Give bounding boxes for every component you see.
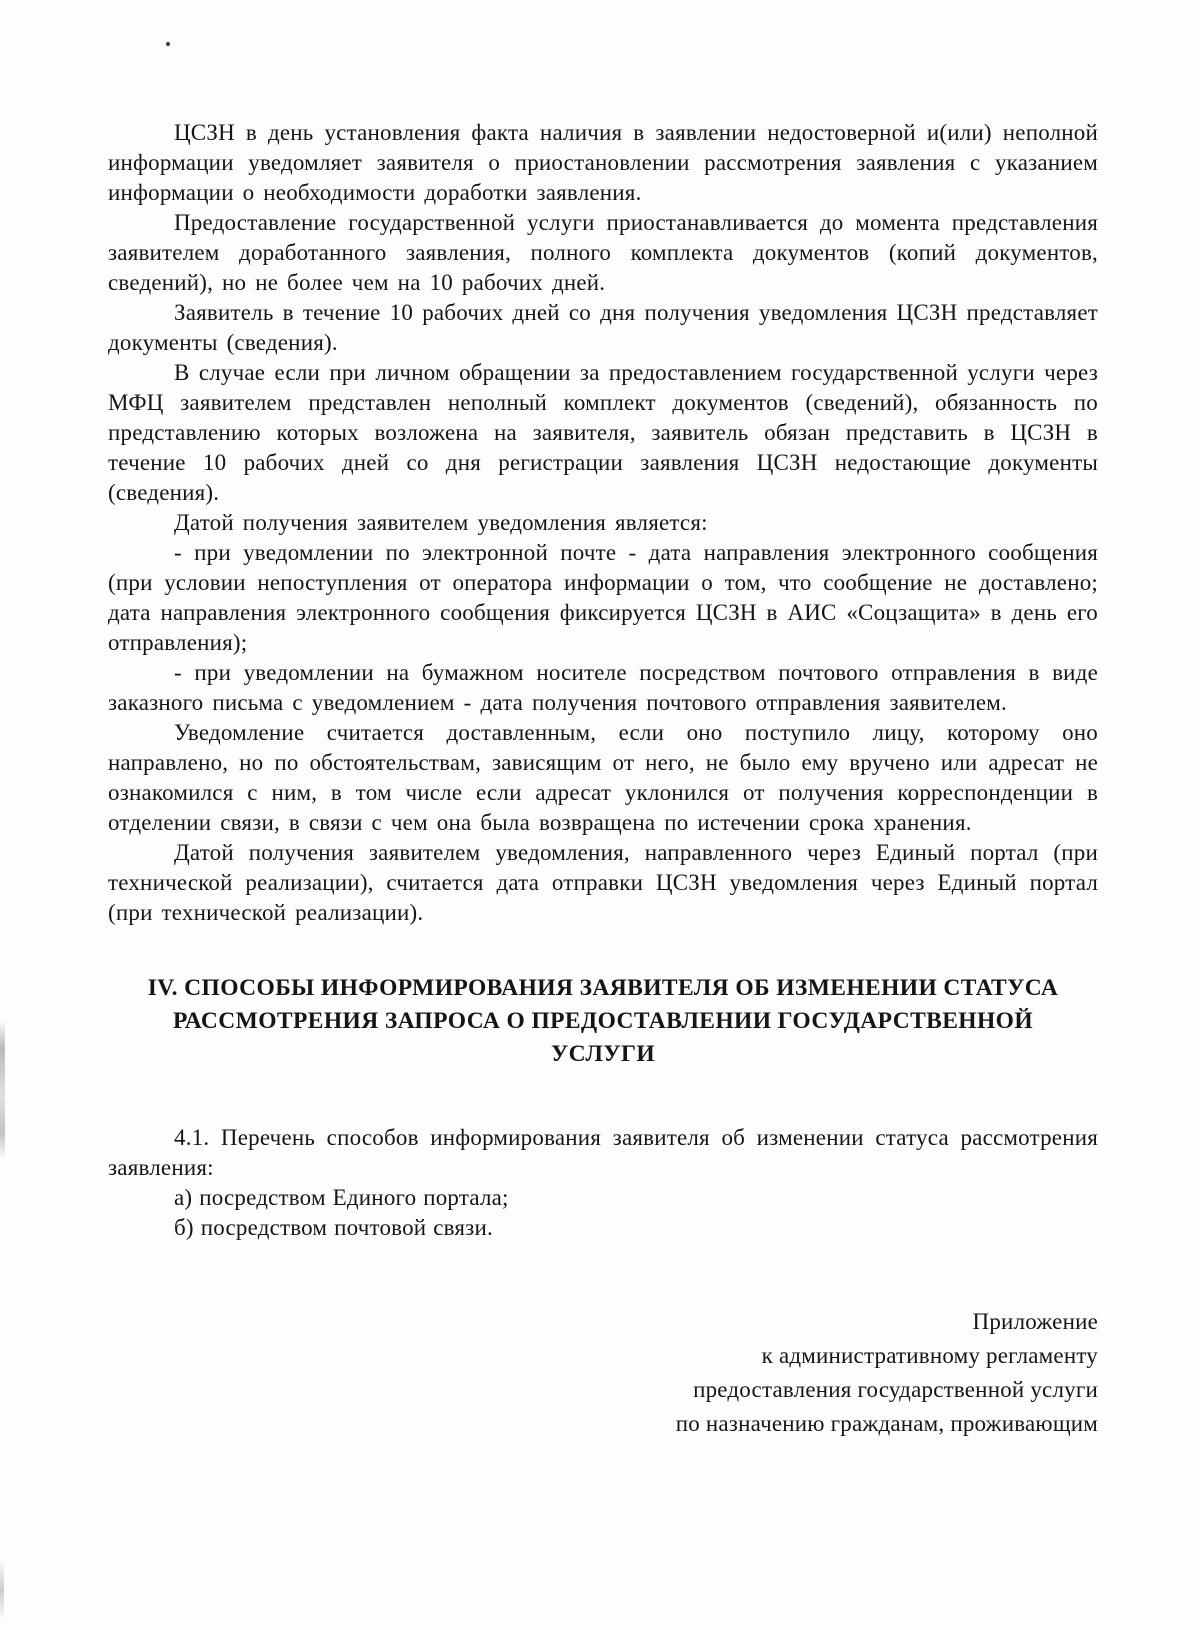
- paragraph: Заявитель в течение 10 рабочих дней со дня получения уведомления ЦСЗН представляет документы (сведения).: [108, 300, 1098, 355]
- paragraph: - при уведомлении на бумажном носителе посредством почтового отправления в виде заказного письма с уведомлением - дата получения почтового отправления заявителем.: [108, 660, 1098, 715]
- scan-artifact-dot: [166, 42, 170, 46]
- list-item: а) посредством Единого портала;: [174, 1185, 509, 1210]
- section-heading: [108, 972, 1098, 1071]
- appendix-block: [108, 1305, 1098, 1441]
- paragraph: - при уведомлении по электронной почте - дата направления электронного сообщения (при условии непоступления от оператора информации о том, что сообщение не доставлено; дата направления электронного сообщения фиксируется ЦСЗН в АИС «Соцзащита» в день его отправления);: [108, 540, 1098, 655]
- list-item: б) посредством почтовой связи.: [174, 1215, 493, 1240]
- appendix-line: Приложение: [972, 1309, 1098, 1334]
- scan-edge-smudge: [0, 1020, 5, 1160]
- section-heading-line: РАССМОТРЕНИЯ ЗАПРОСА О ПРЕДОСТАВЛЕНИИ ГОСУДАРСТВЕННОЙ: [172, 1008, 1034, 1034]
- appendix-line: предоставления государственной услуги: [693, 1377, 1098, 1402]
- document-body: [108, 118, 1098, 1441]
- section-heading-line: IV. СПОСОБЫ ИНФОРМИРОВАНИЯ ЗАЯВИТЕЛЯ ОБ ИЗМЕНЕНИИ СТАТУСА: [147, 975, 1059, 1001]
- appendix-line: к административному регламенту: [761, 1343, 1098, 1368]
- paragraph: Датой получения заявителем уведомления, направленного через Единый портал (при технической реализации), считается дата отправки ЦСЗН уведомления через Единый портал (при технической реализации).: [108, 840, 1098, 925]
- paragraph: В случае если при личном обращении за предоставлением государственной услуги через МФЦ заявителем представлен неполный комплект документов (сведений), обязанность по представлению которых возложена на заявителя, заявитель обязан представить в ЦСЗН в течение 10 рабочих дней со дня регистрации заявления ЦСЗН недостающие документы (сведения).: [108, 360, 1098, 505]
- paragraph: 4.1. Перечень способов информирования заявителя об изменении статуса рассмотрения заявления:: [108, 1125, 1098, 1180]
- paragraph: Уведомление считается доставленным, если оно поступило лицу, которому оно направлено, но по обстоятельствам, зависящим от него, не было ему вручено или адресат не ознакомился с ним, в том числе если адресат уклонился от получения корреспонденции в отделении связи, в связи с чем она была возвращена по истечении срока хранения.: [108, 720, 1098, 835]
- paragraph: ЦСЗН в день установления факта наличия в заявлении недостоверной и(или) неполной информации уведомляет заявителя о приостановлении рассмотрения заявления с указанием информации о необходимости доработки заявления.: [108, 120, 1098, 205]
- paragraph: Предоставление государственной услуги приостанавливается до момента представления заявителем доработанного заявления, полного комплекта документов (копий документов, сведений), но не более чем на 10 рабочих дней.: [108, 210, 1098, 295]
- section-heading-line: УСЛУГИ: [550, 1041, 656, 1067]
- scan-edge-smudge: [0, 1560, 4, 1620]
- appendix-line: по назначению гражданам, проживающим: [675, 1411, 1098, 1436]
- paragraph: Датой получения заявителем уведомления является:: [174, 510, 708, 535]
